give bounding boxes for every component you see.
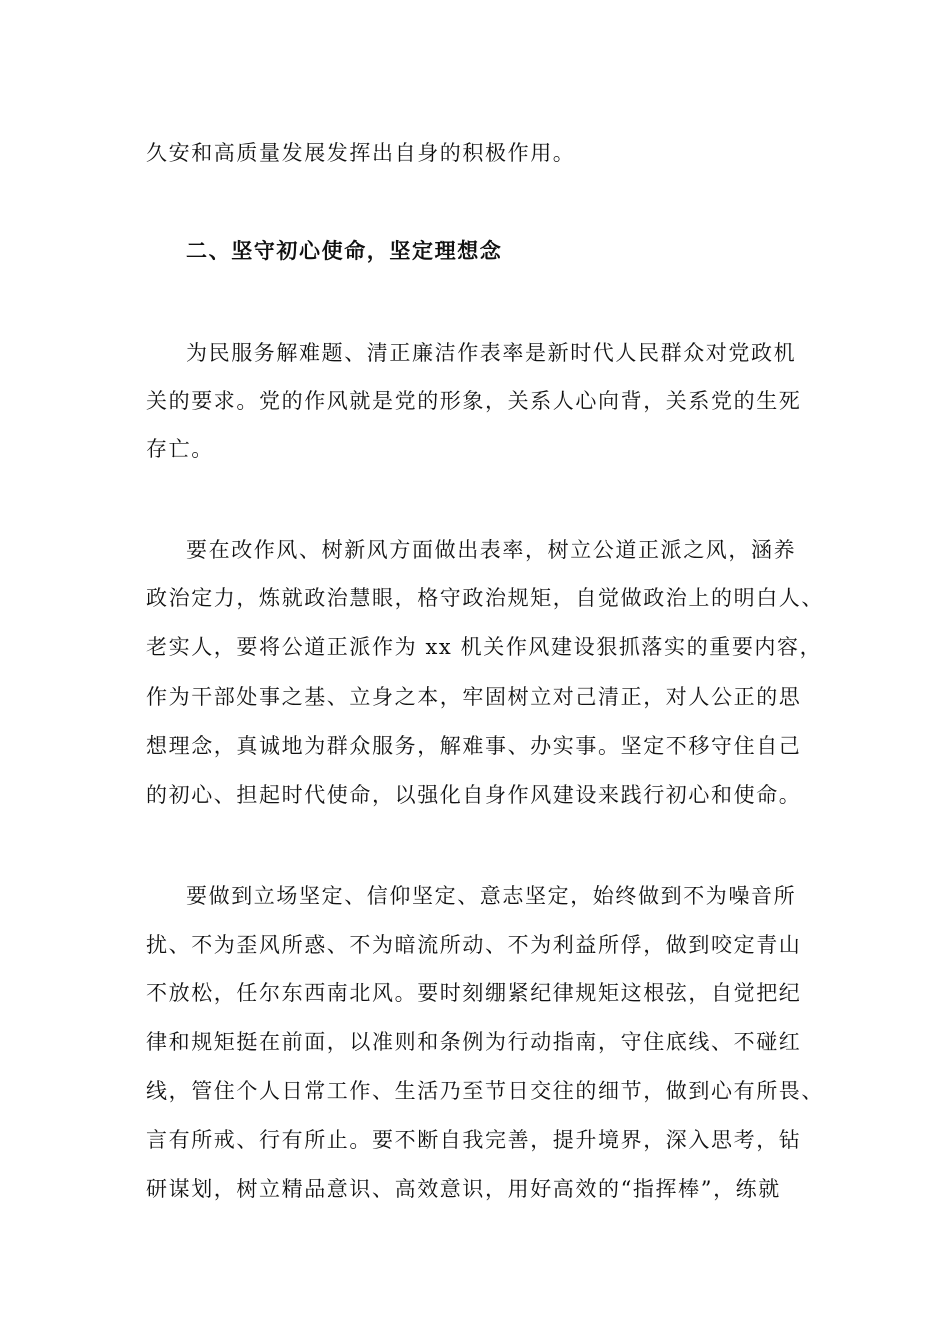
- paragraph-line: 线，管住个人日常工作、生活乃至节日交往的细节，做到心有所畏、: [146, 1079, 824, 1103]
- paragraph-line: 作为干部处事之基、立身之本，牢固树立对己清正，对人公正的思: [146, 685, 802, 709]
- paragraph-line: 扰、不为歪风所惑、不为暗流所动、不为利益所俘，做到咬定青山: [146, 933, 802, 957]
- paragraph-line: 的初心、担起时代使命，以强化自身作风建设来践行初心和使命。: [146, 783, 802, 807]
- section-heading: 二、坚守初心使命，坚定理想念: [186, 239, 503, 263]
- paragraph-line: 关的要求。党的作风就是党的形象，关系人心向背，关系党的生死: [146, 389, 802, 413]
- paragraph-line: 为民服务解难题、清正廉洁作表率是新时代人民群众对党政机: [186, 341, 797, 365]
- paragraph-line: 老实人，要将公道正派作为 xx 机关作风建设狠抓落实的重要内容，: [146, 635, 823, 659]
- paragraph-line: 要在改作风、树新风方面做出表率，树立公道正派之风，涵养: [186, 538, 797, 562]
- paragraph-line: 不放松，任尔东西南北风。要时刻绷紧纪律规矩这根弦，自觉把纪: [146, 981, 802, 1005]
- paragraph-line: 政治定力，炼就政治慧眼，格守政治规矩，自觉做政治上的明白人、: [146, 586, 824, 610]
- paragraph-line: 言有所戒、行有所止。要不断自我完善，提升境界，深入思考，钻: [146, 1128, 802, 1152]
- paragraph-line: 存亡。: [146, 437, 214, 461]
- paragraph-line: 研谋划，树立精品意识、高效意识，用好高效的“指挥棒”，练就: [146, 1177, 781, 1201]
- continued-text-line: 久安和高质量发展发挥出自身的积极作用。: [146, 141, 576, 165]
- paragraph-line: 律和规矩挺在前面，以准则和条例为行动指南，守住底线、不碰红: [146, 1030, 802, 1054]
- paragraph-line: 要做到立场坚定、信仰坚定、意志坚定，始终做到不为噪音所: [186, 884, 797, 908]
- paragraph-line: 想理念，真诚地为群众服务，解难事、办实事。坚定不移守住自己: [146, 734, 802, 758]
